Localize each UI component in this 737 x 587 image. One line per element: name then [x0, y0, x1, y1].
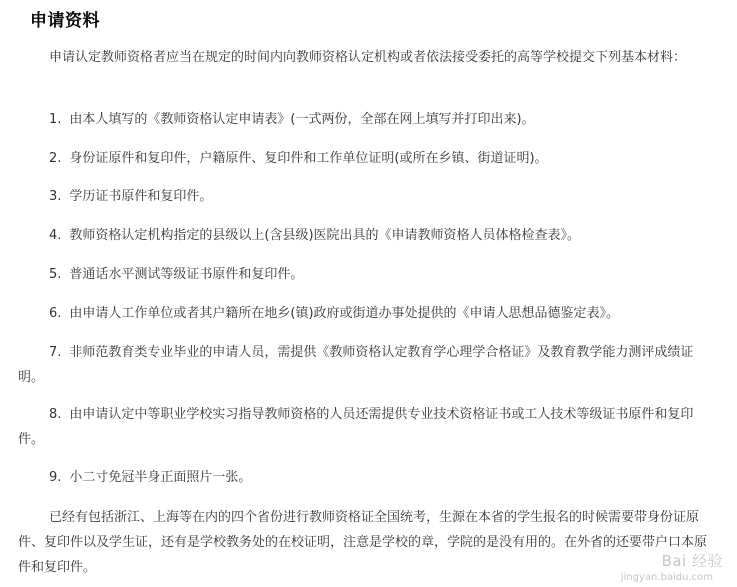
list-item: [18, 184, 718, 209]
item-number: 9.: [49, 470, 62, 485]
item-text: 小二寸免冠半身正面照片一张。: [69, 470, 252, 485]
item-text: 非师范教育类专业毕业的申请人员，需提供《教师资格认定教育学心理学合格证》及教育教学能力测评成绩证明。: [18, 345, 694, 385]
list-item: [18, 465, 718, 490]
item-text: 学历证书原件和复印件。: [69, 189, 213, 204]
list-item: [18, 402, 718, 452]
item-text: 由申请人工作单位或者其户籍所在地乡(镇)政府或街道办事处提供的《申请人思想品德鉴定表》。: [69, 306, 620, 321]
item-number: 5.: [49, 267, 62, 282]
item-number: 8.: [49, 407, 62, 422]
item-number: 6.: [49, 306, 62, 321]
list-item: [18, 146, 718, 171]
list-item: [18, 223, 718, 248]
list-item: [18, 262, 718, 287]
list-item: [18, 301, 718, 326]
intro-paragraph: 申请认定教师资格者应当在规定的时间内向教师资格认定机构或者依法接受委托的高等学校提交下列基本材料：: [49, 50, 687, 65]
item-number: 7.: [49, 345, 62, 360]
watermark-url: jingyan.baidu.com: [620, 572, 713, 583]
item-text: 普通话水平测试等级证书原件和复印件。: [69, 267, 304, 282]
list-item: [18, 107, 718, 132]
item-text: 教师资格认定机构指定的县级以上(含县级)医院出具的《申请教师资格人员体格检查表》。: [69, 228, 581, 243]
item-text: 由本人填写的《教师资格认定申请表》(一式两份，全部在网上填写并打印出来)。: [69, 112, 535, 127]
closing-paragraph: 已经有包括浙江、上海等在内的四个省份进行教师资格证全国统考，生源在本省的学生报名的时候需要带身份证原件、复印件以及学生证，还有是学校教务处的在校证明，注意是学校的章，学院的是没有用的。在外省的还要带户口本原件和复印件。: [18, 510, 708, 575]
watermark-logo: Bai 经验: [661, 552, 723, 570]
item-number: 2.: [49, 151, 62, 166]
item-text: 身份证原件和复印件，户籍原件、复印件和工作单位证明(或所在乡镇、街道证明)。: [69, 151, 548, 166]
item-number: 1.: [49, 112, 62, 127]
list-item: [18, 340, 718, 390]
section-heading: 申请资料: [30, 11, 100, 31]
item-text: 由申请认定中等职业学校实习指导教师资格的人员还需提供专业技术资格证书或工人技术等级证书原件和复印件。: [18, 407, 694, 447]
item-number: 3.: [49, 189, 62, 204]
item-number: 4.: [49, 228, 62, 243]
